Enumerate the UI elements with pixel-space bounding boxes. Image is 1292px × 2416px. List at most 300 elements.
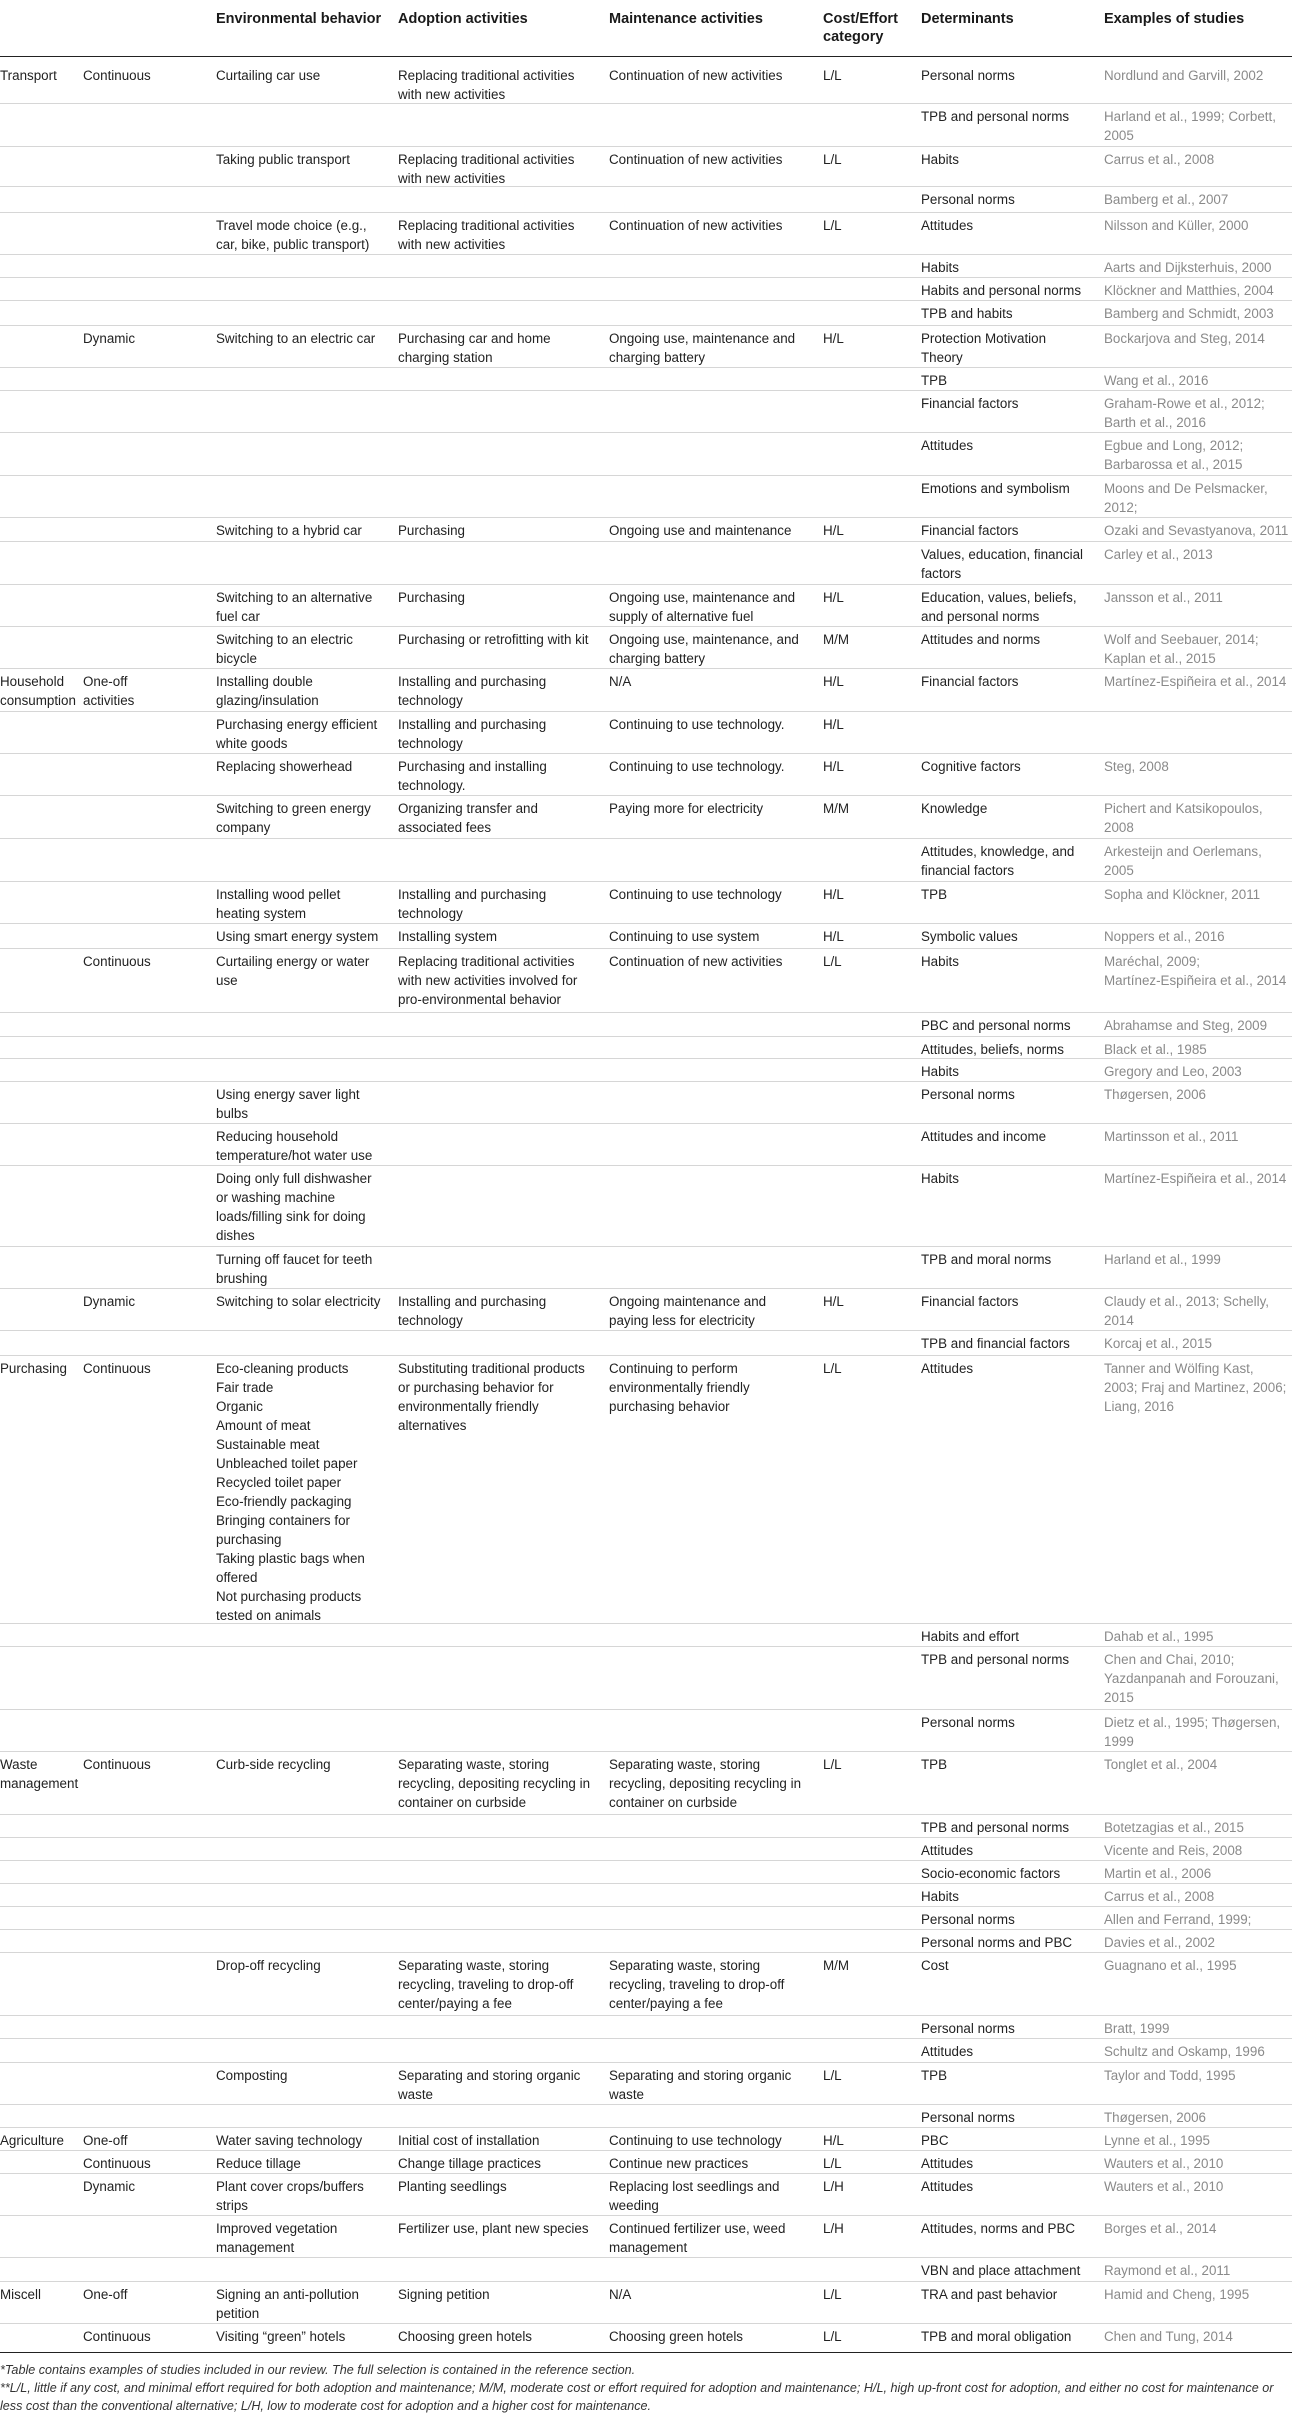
row-separator: [0, 923, 1292, 924]
maintenance-cell: Replacing lost seedlings and weeding: [609, 2179, 780, 2213]
row-separator: [0, 367, 1292, 368]
determinant-cell: Attitudes, knowledge, and financial factors: [921, 844, 1075, 878]
row-separator: [0, 2015, 1292, 2016]
determinant-cell: TPB: [921, 887, 948, 902]
determinant-cell: Personal norms: [921, 2110, 1015, 2125]
cost-cell: L/H: [823, 2179, 844, 2194]
adoption-cell: Separating waste, storing recycling, traveling to drop-off center/paying a fee: [398, 1958, 574, 2011]
determinant-cell: TPB: [921, 1757, 948, 1772]
determinant-cell: TPB: [921, 2068, 948, 2083]
study-cell: Graham-Rowe et al., 2012; Barth et al., 2016: [1104, 396, 1265, 430]
maintenance-cell: Continued fertilizer use, weed management: [609, 2221, 786, 2255]
row-separator: [0, 390, 1292, 391]
row-separator: [0, 626, 1292, 627]
behavior-cell: Switching to a hybrid car: [216, 523, 362, 538]
row-separator: [0, 1929, 1292, 1930]
adoption-cell: Installing and purchasing technology: [398, 1294, 547, 1328]
row-separator: [0, 668, 1292, 669]
cost-cell: H/L: [823, 759, 844, 774]
row-separator: [0, 1837, 1292, 1838]
row-separator: [0, 1081, 1292, 1082]
row-separator: [0, 2038, 1292, 2039]
cost-cell: H/L: [823, 929, 844, 944]
type-cell: Dynamic: [83, 2179, 136, 2194]
behavior-cell: Eco-cleaning products Fair trade Organic Amount of meat Sustainable meat Unbleached toilet paper Recycled toilet paper Eco-friendly packaging Bringing containers for purchasing Taking plastic bags when offered Not purchasing products tested on animals: [216, 1361, 365, 1623]
determinant-cell: TPB and financial factors: [921, 1336, 1070, 1351]
adoption-cell: Purchasing: [398, 523, 465, 538]
maintenance-cell: N/A: [609, 2287, 632, 2302]
maintenance-cell: Ongoing use and maintenance: [609, 523, 792, 538]
behavior-cell: Using energy saver light bulbs: [216, 1087, 360, 1121]
adoption-cell: Change tillage practices: [398, 2156, 541, 2171]
behavior-cell: Installing wood pellet heating system: [216, 887, 341, 921]
study-cell: Wauters et al., 2010: [1104, 2156, 1224, 2171]
study-cell: Raymond et al., 2011: [1104, 2263, 1231, 2278]
adoption-cell: Signing petition: [398, 2287, 490, 2302]
row-separator: [0, 584, 1292, 585]
cost-cell: L/L: [823, 1361, 842, 1376]
study-cell: Sopha and Klöckner, 2011: [1104, 887, 1261, 902]
study-cell: Schultz and Oskamp, 1996: [1104, 2044, 1265, 2059]
row-separator: [0, 1288, 1292, 1289]
row-separator: [0, 1330, 1292, 1331]
behavior-cell: Purchasing energy efficient white goods: [216, 717, 378, 751]
behavior-cell: Water saving technology: [216, 2133, 363, 2148]
study-cell: Claudy et al., 2013; Schelly, 2014: [1104, 1294, 1269, 1328]
header-determinants: Determinants: [921, 11, 1014, 27]
determinant-cell: VBN and place attachment: [921, 2263, 1081, 2278]
study-cell: Moons and De Pelsmacker, 2012;: [1104, 481, 1268, 515]
row-separator: [0, 146, 1292, 147]
behavior-cell: Curtailing car use: [216, 68, 321, 83]
adoption-cell: Purchasing and installing technology.: [398, 759, 547, 793]
study-cell: Harland et al., 1999; Corbett, 2005: [1104, 109, 1276, 143]
behavior-cell: Switching to an alternative fuel car: [216, 590, 373, 624]
study-cell: Wolf and Seebauer, 2014; Kaplan et al., 2015: [1104, 632, 1259, 666]
adoption-cell: Organizing transfer and associated fees: [398, 801, 538, 835]
row-separator: [0, 2215, 1292, 2216]
footnote-2: **L/L, little if any cost, and minimal effort required for both adoption and maintenance; M/M, moderate cost or effort required for adoption and maintenance; H/L, high up-front cost for adoption, and either no cost for maintenance or less cost than the conventional alternative; L/H, low to moderate cost for adoption and a higher cost for maintenance.: [0, 2381, 1274, 2413]
maintenance-cell: Choosing green hotels: [609, 2329, 743, 2344]
study-cell: Jansson et al., 2011: [1104, 590, 1223, 605]
study-cell: Carrus et al., 2008: [1104, 1889, 1215, 1904]
domain-cell: Waste management: [0, 1757, 79, 1791]
type-cell: One-off: [83, 2287, 128, 2302]
study-cell: Dietz et al., 1995; Thøgersen, 1999: [1104, 1715, 1281, 1749]
cost-cell: H/L: [823, 674, 844, 689]
determinant-cell: PBC: [921, 2133, 949, 2148]
study-cell: Wang et al., 2016: [1104, 373, 1209, 388]
row-separator: [0, 2104, 1292, 2105]
maintenance-cell: Ongoing use, maintenance and charging battery: [609, 331, 796, 365]
determinant-cell: TPB and moral norms: [921, 1252, 1052, 1267]
row-separator: [0, 541, 1292, 542]
type-cell: One-off: [83, 2133, 128, 2148]
type-cell: One-off activities: [83, 674, 135, 708]
row-separator: [0, 212, 1292, 213]
determinant-cell: Attitudes, norms and PBC: [921, 2221, 1076, 2236]
row-separator: [0, 2173, 1292, 2174]
maintenance-cell: Paying more for electricity: [609, 801, 764, 816]
study-cell: Chen and Tung, 2014: [1104, 2329, 1233, 2344]
header-environmental-behavior: Environmental behavior: [216, 11, 382, 27]
determinant-cell: Financial factors: [921, 396, 1019, 411]
row-separator: [0, 1709, 1292, 1710]
determinant-cell: Habits: [921, 1171, 959, 1186]
cost-cell: L/L: [823, 2068, 842, 2083]
study-cell: Black et al., 1985: [1104, 1042, 1207, 1057]
determinant-cell: Habits: [921, 954, 959, 969]
adoption-cell: Substituting traditional products or purchasing behavior for environmentally friendly alternatives: [398, 1361, 585, 1433]
row-separator: [0, 1036, 1292, 1037]
determinant-cell: Protection Motivation Theory: [921, 331, 1047, 365]
maintenance-cell: Continuing to use technology: [609, 887, 782, 902]
row-separator: [0, 2281, 1292, 2282]
cost-cell: L/L: [823, 152, 842, 167]
cost-cell: H/L: [823, 1294, 844, 1309]
determinant-cell: Attitudes and income: [921, 1129, 1047, 1144]
behavior-cell: Doing only full dishwasher or washing machine loads/filling sink for doing dishes: [216, 1171, 372, 1243]
cost-cell: L/L: [823, 1757, 842, 1772]
row-separator: [0, 300, 1292, 301]
type-cell: Continuous: [83, 2156, 151, 2171]
behavior-cell: Signing an anti-pollution petition: [216, 2287, 359, 2321]
maintenance-cell: Continuing to perform environmentally friendly purchasing behavior: [609, 1361, 750, 1414]
determinant-cell: Habits: [921, 1889, 959, 1904]
cost-cell: L/L: [823, 218, 842, 233]
header-cost-effort-category: Cost/Effort category: [823, 11, 898, 45]
determinant-cell: Personal norms: [921, 2021, 1015, 2036]
determinant-cell: Habits: [921, 1064, 959, 1079]
study-cell: Chen and Chai, 2010; Yazdanpanah and Forouzani, 2015: [1104, 1652, 1279, 1705]
header-maintenance-activities: Maintenance activities: [609, 11, 763, 27]
adoption-cell: Initial cost of installation: [398, 2133, 540, 2148]
behavior-cell: Drop-off recycling: [216, 1958, 321, 1973]
row-separator: [0, 2257, 1292, 2258]
row-separator: [0, 1623, 1292, 1624]
maintenance-cell: Continuing to use technology.: [609, 717, 785, 732]
study-cell: Tonglet et al., 2004: [1104, 1757, 1218, 1772]
study-cell: Maréchal, 2009; Martínez-Espiñeira et al., 2014: [1104, 954, 1287, 988]
row-separator: [0, 1123, 1292, 1124]
study-cell: Harland et al., 1999: [1104, 1252, 1221, 1267]
study-cell: Bamberg et al., 2007: [1104, 192, 1229, 207]
cost-cell: L/L: [823, 2287, 842, 2302]
cost-cell: H/L: [823, 887, 844, 902]
determinant-cell: PBC and personal norms: [921, 1018, 1071, 1033]
adoption-cell: Replacing traditional activities with new activities: [398, 68, 575, 102]
row-separator: [0, 186, 1292, 187]
row-separator: [0, 517, 1292, 518]
maintenance-cell: Ongoing use, maintenance and supply of alternative fuel: [609, 590, 796, 624]
row-separator: [0, 2323, 1292, 2324]
study-cell: Aarts and Dijksterhuis, 2000: [1104, 260, 1272, 275]
cost-cell: L/L: [823, 2156, 842, 2171]
behavior-cell: Visiting “green” hotels: [216, 2329, 346, 2344]
study-cell: Martin et al., 2006: [1104, 1866, 1212, 1881]
maintenance-cell: Ongoing maintenance and paying less for electricity: [609, 1294, 767, 1328]
determinant-cell: Values, education, financial factors: [921, 547, 1084, 581]
behavior-cell: Replacing showerhead: [216, 759, 353, 774]
determinant-cell: Attitudes and norms: [921, 632, 1041, 647]
row-separator: [0, 1646, 1292, 1647]
behavior-cell: Switching to an electric car: [216, 331, 376, 346]
determinant-cell: Habits: [921, 152, 959, 167]
maintenance-cell: Continuing to use technology.: [609, 759, 785, 774]
cost-cell: M/M: [823, 1958, 850, 1973]
determinant-cell: Habits and effort: [921, 1629, 1020, 1644]
study-cell: Gregory and Leo, 2003: [1104, 1064, 1242, 1079]
determinant-cell: TPB and personal norms: [921, 1820, 1070, 1835]
maintenance-cell: Continuation of new activities: [609, 954, 783, 969]
row-separator: [0, 1860, 1292, 1861]
maintenance-cell: Separating and storing organic waste: [609, 2068, 792, 2102]
row-separator: [0, 1355, 1292, 1356]
behavior-cell: Composting: [216, 2068, 288, 2083]
row-separator: [0, 1058, 1292, 1059]
type-cell: Dynamic: [83, 1294, 136, 1309]
row-separator: [0, 103, 1292, 104]
adoption-cell: Choosing green hotels: [398, 2329, 532, 2344]
study-cell: Carley et al., 2013: [1104, 547, 1213, 562]
study-cell: Pichert and Katsikopoulos, 2008: [1104, 801, 1263, 835]
row-separator: [0, 838, 1292, 839]
behavior-cell: Switching to solar electricity: [216, 1294, 381, 1309]
study-cell: Davies et al., 2002: [1104, 1935, 1215, 1950]
header-adoption-activities: Adoption activities: [398, 11, 528, 27]
adoption-cell: Installing and purchasing technology: [398, 674, 547, 708]
maintenance-cell: Continuation of new activities: [609, 152, 783, 167]
type-cell: Continuous: [83, 68, 151, 83]
cost-cell: L/H: [823, 2221, 844, 2236]
determinant-cell: Attitudes: [921, 1843, 974, 1858]
row-separator: [0, 795, 1292, 796]
adoption-cell: Installing and purchasing technology: [398, 887, 547, 921]
row-separator: [0, 1165, 1292, 1166]
row-separator: [0, 254, 1292, 255]
adoption-cell: Replacing traditional activities with new activities: [398, 218, 575, 252]
study-cell: Arkesteijn and Oerlemans, 2005: [1104, 844, 1262, 878]
determinant-cell: TPB and personal norms: [921, 1652, 1070, 1667]
row-separator: [0, 2150, 1292, 2151]
behavior-cell: Switching to an electric bicycle: [216, 632, 353, 666]
behavior-cell: Reduce tillage: [216, 2156, 301, 2171]
adoption-cell: Installing system: [398, 929, 497, 944]
maintenance-cell: Continue new practices: [609, 2156, 749, 2171]
determinant-cell: Financial factors: [921, 523, 1019, 538]
behavior-cell: Curtailing energy or water use: [216, 954, 370, 988]
study-cell: Wauters et al., 2010: [1104, 2179, 1224, 2194]
maintenance-cell: Ongoing use, maintenance, and charging battery: [609, 632, 799, 666]
type-cell: Continuous: [83, 2329, 151, 2344]
cost-cell: H/L: [823, 331, 844, 346]
determinant-cell: Knowledge: [921, 801, 988, 816]
cost-cell: H/L: [823, 2133, 844, 2148]
study-cell: Lynne et al., 1995: [1104, 2133, 1210, 2148]
domain-cell: Purchasing: [0, 1361, 67, 1376]
adoption-cell: Replacing traditional activities with new activities: [398, 152, 575, 186]
study-cell: Ozaki and Sevastyanova, 2011: [1104, 523, 1289, 538]
header-divider: [0, 56, 1292, 57]
determinant-cell: Habits and personal norms: [921, 283, 1082, 298]
adoption-cell: Separating and storing organic waste: [398, 2068, 581, 2102]
study-cell: Guagnano et al., 1995: [1104, 1958, 1237, 1973]
determinant-cell: Personal norms and PBC: [921, 1935, 1073, 1950]
study-cell: Dahab et al., 1995: [1104, 1629, 1214, 1644]
row-separator: [0, 432, 1292, 433]
determinant-cell: Personal norms: [921, 1087, 1015, 1102]
cost-cell: L/L: [823, 68, 842, 83]
type-cell: Continuous: [83, 954, 151, 969]
footnote-1: *Table contains examples of studies included in our review. The full selection is contained in the reference section.: [0, 2363, 636, 2377]
behavior-cell: Switching to green energy company: [216, 801, 371, 835]
adoption-cell: Planting seedlings: [398, 2179, 507, 2194]
type-cell: Dynamic: [83, 331, 136, 346]
determinant-cell: Personal norms: [921, 192, 1015, 207]
determinant-cell: Emotions and symbolism: [921, 481, 1070, 496]
maintenance-cell: Continuing to use technology: [609, 2133, 782, 2148]
study-cell: Abrahamse and Steg, 2009: [1104, 1018, 1268, 1033]
adoption-cell: Purchasing or retrofitting with kit: [398, 632, 589, 647]
behavior-cell: Taking public transport: [216, 152, 350, 167]
row-separator: [0, 277, 1292, 278]
cost-cell: H/L: [823, 590, 844, 605]
row-separator: [0, 325, 1292, 326]
maintenance-cell: Continuation of new activities: [609, 218, 783, 233]
determinant-cell: Attitudes: [921, 1361, 974, 1376]
domain-cell: Miscell: [0, 2287, 41, 2302]
cost-cell: L/L: [823, 2329, 842, 2344]
behavior-cell: Reducing household temperature/hot water use: [216, 1129, 373, 1163]
cost-cell: H/L: [823, 523, 844, 538]
determinant-cell: Personal norms: [921, 1715, 1015, 1730]
determinant-cell: Financial factors: [921, 674, 1019, 689]
cost-cell: M/M: [823, 801, 850, 816]
study-cell: Borges et al., 2014: [1104, 2221, 1217, 2236]
cost-cell: M/M: [823, 632, 850, 647]
behavior-cell: Curb-side recycling: [216, 1757, 331, 1772]
study-cell: Egbue and Long, 2012; Barbarossa et al., 2015: [1104, 438, 1244, 472]
behavior-cell: Installing double glazing/insulation: [216, 674, 319, 708]
row-separator: [0, 711, 1292, 712]
row-separator: [0, 753, 1292, 754]
cost-cell: L/L: [823, 954, 842, 969]
behavior-cell: Improved vegetation management: [216, 2221, 338, 2255]
determinant-cell: Cognitive factors: [921, 759, 1021, 774]
row-separator: [0, 948, 1292, 949]
domain-cell: Agriculture: [0, 2133, 65, 2148]
determinant-cell: Cost: [921, 1958, 949, 1973]
behavior-cell: Turning off faucet for teeth brushing: [216, 1252, 373, 1286]
determinant-cell: TRA and past behavior: [921, 2287, 1058, 2302]
type-cell: Continuous: [83, 1757, 151, 1772]
study-cell: Bockarjova and Steg, 2014: [1104, 331, 1265, 346]
study-cell: Tanner and Wölfing Kast, 2003; Fraj and Martinez, 2006; Liang, 2016: [1104, 1361, 1287, 1414]
adoption-cell: Installing and purchasing technology: [398, 717, 547, 751]
study-cell: Taylor and Todd, 1995: [1104, 2068, 1236, 2083]
determinant-cell: Financial factors: [921, 1294, 1019, 1309]
table-bottom-divider: [0, 2352, 1292, 2353]
row-separator: [0, 1814, 1292, 1815]
cost-cell: H/L: [823, 717, 844, 732]
adoption-cell: Fertilizer use, plant new species: [398, 2221, 589, 2236]
study-cell: Martínez-Espiñeira et al., 2014: [1104, 1171, 1287, 1186]
study-cell: Thøgersen, 2006: [1104, 2110, 1206, 2125]
study-cell: Martínez-Espiñeira et al., 2014: [1104, 674, 1287, 689]
domain-cell: Transport: [0, 68, 57, 83]
study-cell: Bratt, 1999: [1104, 2021, 1170, 2036]
study-cell: Allen and Ferrand, 1999;: [1104, 1912, 1252, 1927]
header-examples-of-studies: Examples of studies: [1104, 11, 1245, 27]
row-separator: [0, 881, 1292, 882]
maintenance-cell: Continuing to use system: [609, 929, 760, 944]
row-separator: [0, 1952, 1292, 1953]
determinant-cell: Personal norms: [921, 1912, 1015, 1927]
study-cell: Thøgersen, 2006: [1104, 1087, 1206, 1102]
row-separator: [0, 2062, 1292, 2063]
maintenance-cell: Separating waste, storing recycling, depositing recycling in container on curbside: [609, 1757, 802, 1810]
domain-cell: Household consumption: [0, 674, 76, 708]
determinant-cell: Socio-economic factors: [921, 1866, 1061, 1881]
determinant-cell: TPB and moral obligation: [921, 2329, 1072, 2344]
study-cell: Martinsson et al., 2011: [1104, 1129, 1239, 1144]
determinant-cell: Symbolic values: [921, 929, 1018, 944]
adoption-cell: Replacing traditional activities with new activities involved for pro-environmental behavior: [398, 954, 578, 1007]
determinant-cell: Attitudes: [921, 438, 974, 453]
adoption-cell: Separating waste, storing recycling, depositing recycling in container on curbside: [398, 1757, 591, 1810]
study-cell: Noppers et al., 2016: [1104, 929, 1225, 944]
determinant-cell: Attitudes: [921, 2044, 974, 2059]
determinant-cell: Habits: [921, 260, 959, 275]
determinant-cell: TPB and habits: [921, 306, 1013, 321]
determinant-cell: Attitudes: [921, 218, 974, 233]
determinant-cell: Attitudes: [921, 2179, 974, 2194]
study-cell: Vicente and Reis, 2008: [1104, 1843, 1243, 1858]
behavior-cell: Travel mode choice (e.g., car, bike, public transport): [216, 218, 370, 252]
maintenance-cell: Separating waste, storing recycling, traveling to drop-off center/paying a fee: [609, 1958, 785, 2011]
row-separator: [0, 475, 1292, 476]
study-cell: Nilsson and Küller, 2000: [1104, 218, 1249, 233]
study-cell: Hamid and Cheng, 1995: [1104, 2287, 1250, 2302]
determinant-cell: Attitudes, beliefs, norms: [921, 1042, 1064, 1057]
row-separator: [0, 1906, 1292, 1907]
maintenance-cell: Continuation of new activities: [609, 68, 783, 83]
maintenance-cell: N/A: [609, 674, 632, 689]
determinant-cell: Attitudes: [921, 2156, 974, 2171]
row-separator: [0, 2127, 1292, 2128]
adoption-cell: Purchasing car and home charging station: [398, 331, 551, 365]
study-cell: Bamberg and Schmidt, 2003: [1104, 306, 1274, 321]
behavior-cell: Using smart energy system: [216, 929, 379, 944]
study-cell: Carrus et al., 2008: [1104, 152, 1215, 167]
adoption-cell: Purchasing: [398, 590, 465, 605]
type-cell: Continuous: [83, 1361, 151, 1376]
study-cell: Botetzagias et al., 2015: [1104, 1820, 1244, 1835]
determinant-cell: Education, values, beliefs, and personal norms: [921, 590, 1077, 624]
study-cell: Steg, 2008: [1104, 759, 1169, 774]
determinant-cell: TPB and personal norms: [921, 109, 1070, 124]
row-separator: [0, 1751, 1292, 1752]
study-cell: Klöckner and Matthies, 2004: [1104, 283, 1274, 298]
behavior-cell: Plant cover crops/buffers strips: [216, 2179, 364, 2213]
study-cell: Korcaj et al., 2015: [1104, 1336, 1212, 1351]
study-cell: Nordlund and Garvill, 2002: [1104, 68, 1264, 83]
row-separator: [0, 1012, 1292, 1013]
determinant-cell: Personal norms: [921, 68, 1015, 83]
row-separator: [0, 1246, 1292, 1247]
determinant-cell: TPB: [921, 373, 948, 388]
row-separator: [0, 1883, 1292, 1884]
